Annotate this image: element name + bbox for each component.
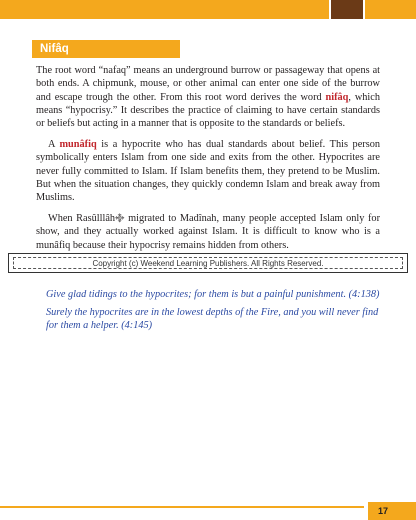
paragraph-text: A	[48, 139, 60, 150]
paragraph-text: When Rasûlllâh࿇ migrated to Madînah, many people accepted Islam only for show, and they actually worked against Islam. It is difficult to know who is a munâfiq because their hypocrisy remains hidden from others.	[36, 213, 380, 251]
footer-rule	[0, 506, 364, 508]
quote-item: Surely the hypocrites are in the lowest depths of the Fire, and you will never find for them a helper. (4:145)	[46, 306, 379, 331]
quran-quotes	[46, 288, 386, 337]
quote-item: Give glad tidings to the hypocrites; for them is but a painful punishment. (4:138)	[46, 289, 380, 300]
paragraph-nifaq-definition	[36, 64, 380, 130]
term-nifaq: nifâq	[325, 91, 349, 103]
paragraph-text: , which means “hypocrisy.” It describes the practice of claiming to have certain standards or beliefs but acting in a manner that is opposite to the standards or beliefs.	[36, 91, 380, 130]
term-munafiq: munâfiq	[59, 139, 97, 150]
paragraph-munafiq	[36, 138, 380, 204]
page-number: 17	[368, 502, 416, 520]
copyright-text: Copyright (c) Weekend Learning Publishers. All Rights Reserved.	[13, 257, 403, 269]
header-bar-yellow	[0, 0, 329, 19]
header-bar-yellow-right	[365, 0, 416, 19]
paragraph-text: is a hypocrite who has dual standards about belief. This person symbolically enters Islam from one side and exits from the other. Hypocrites are never fully committed to Islam. If Islam benefits them, they pretend to be Muslim. But when the situation changes, they quickly condemn Islam and break away from Muslims.	[36, 139, 380, 204]
paragraph-text: The root word “nafaq” means an underground burrow or passageway that opens at both ends. A chipmunk, mouse, or other animal can enter one side of the burrow and escape trough the other. From this root word derives the word	[36, 65, 380, 103]
copyright-banner	[8, 253, 408, 273]
paragraph-madinah	[36, 212, 380, 252]
header-bar-brown	[331, 0, 363, 19]
section-title: Nifâq	[32, 40, 180, 58]
